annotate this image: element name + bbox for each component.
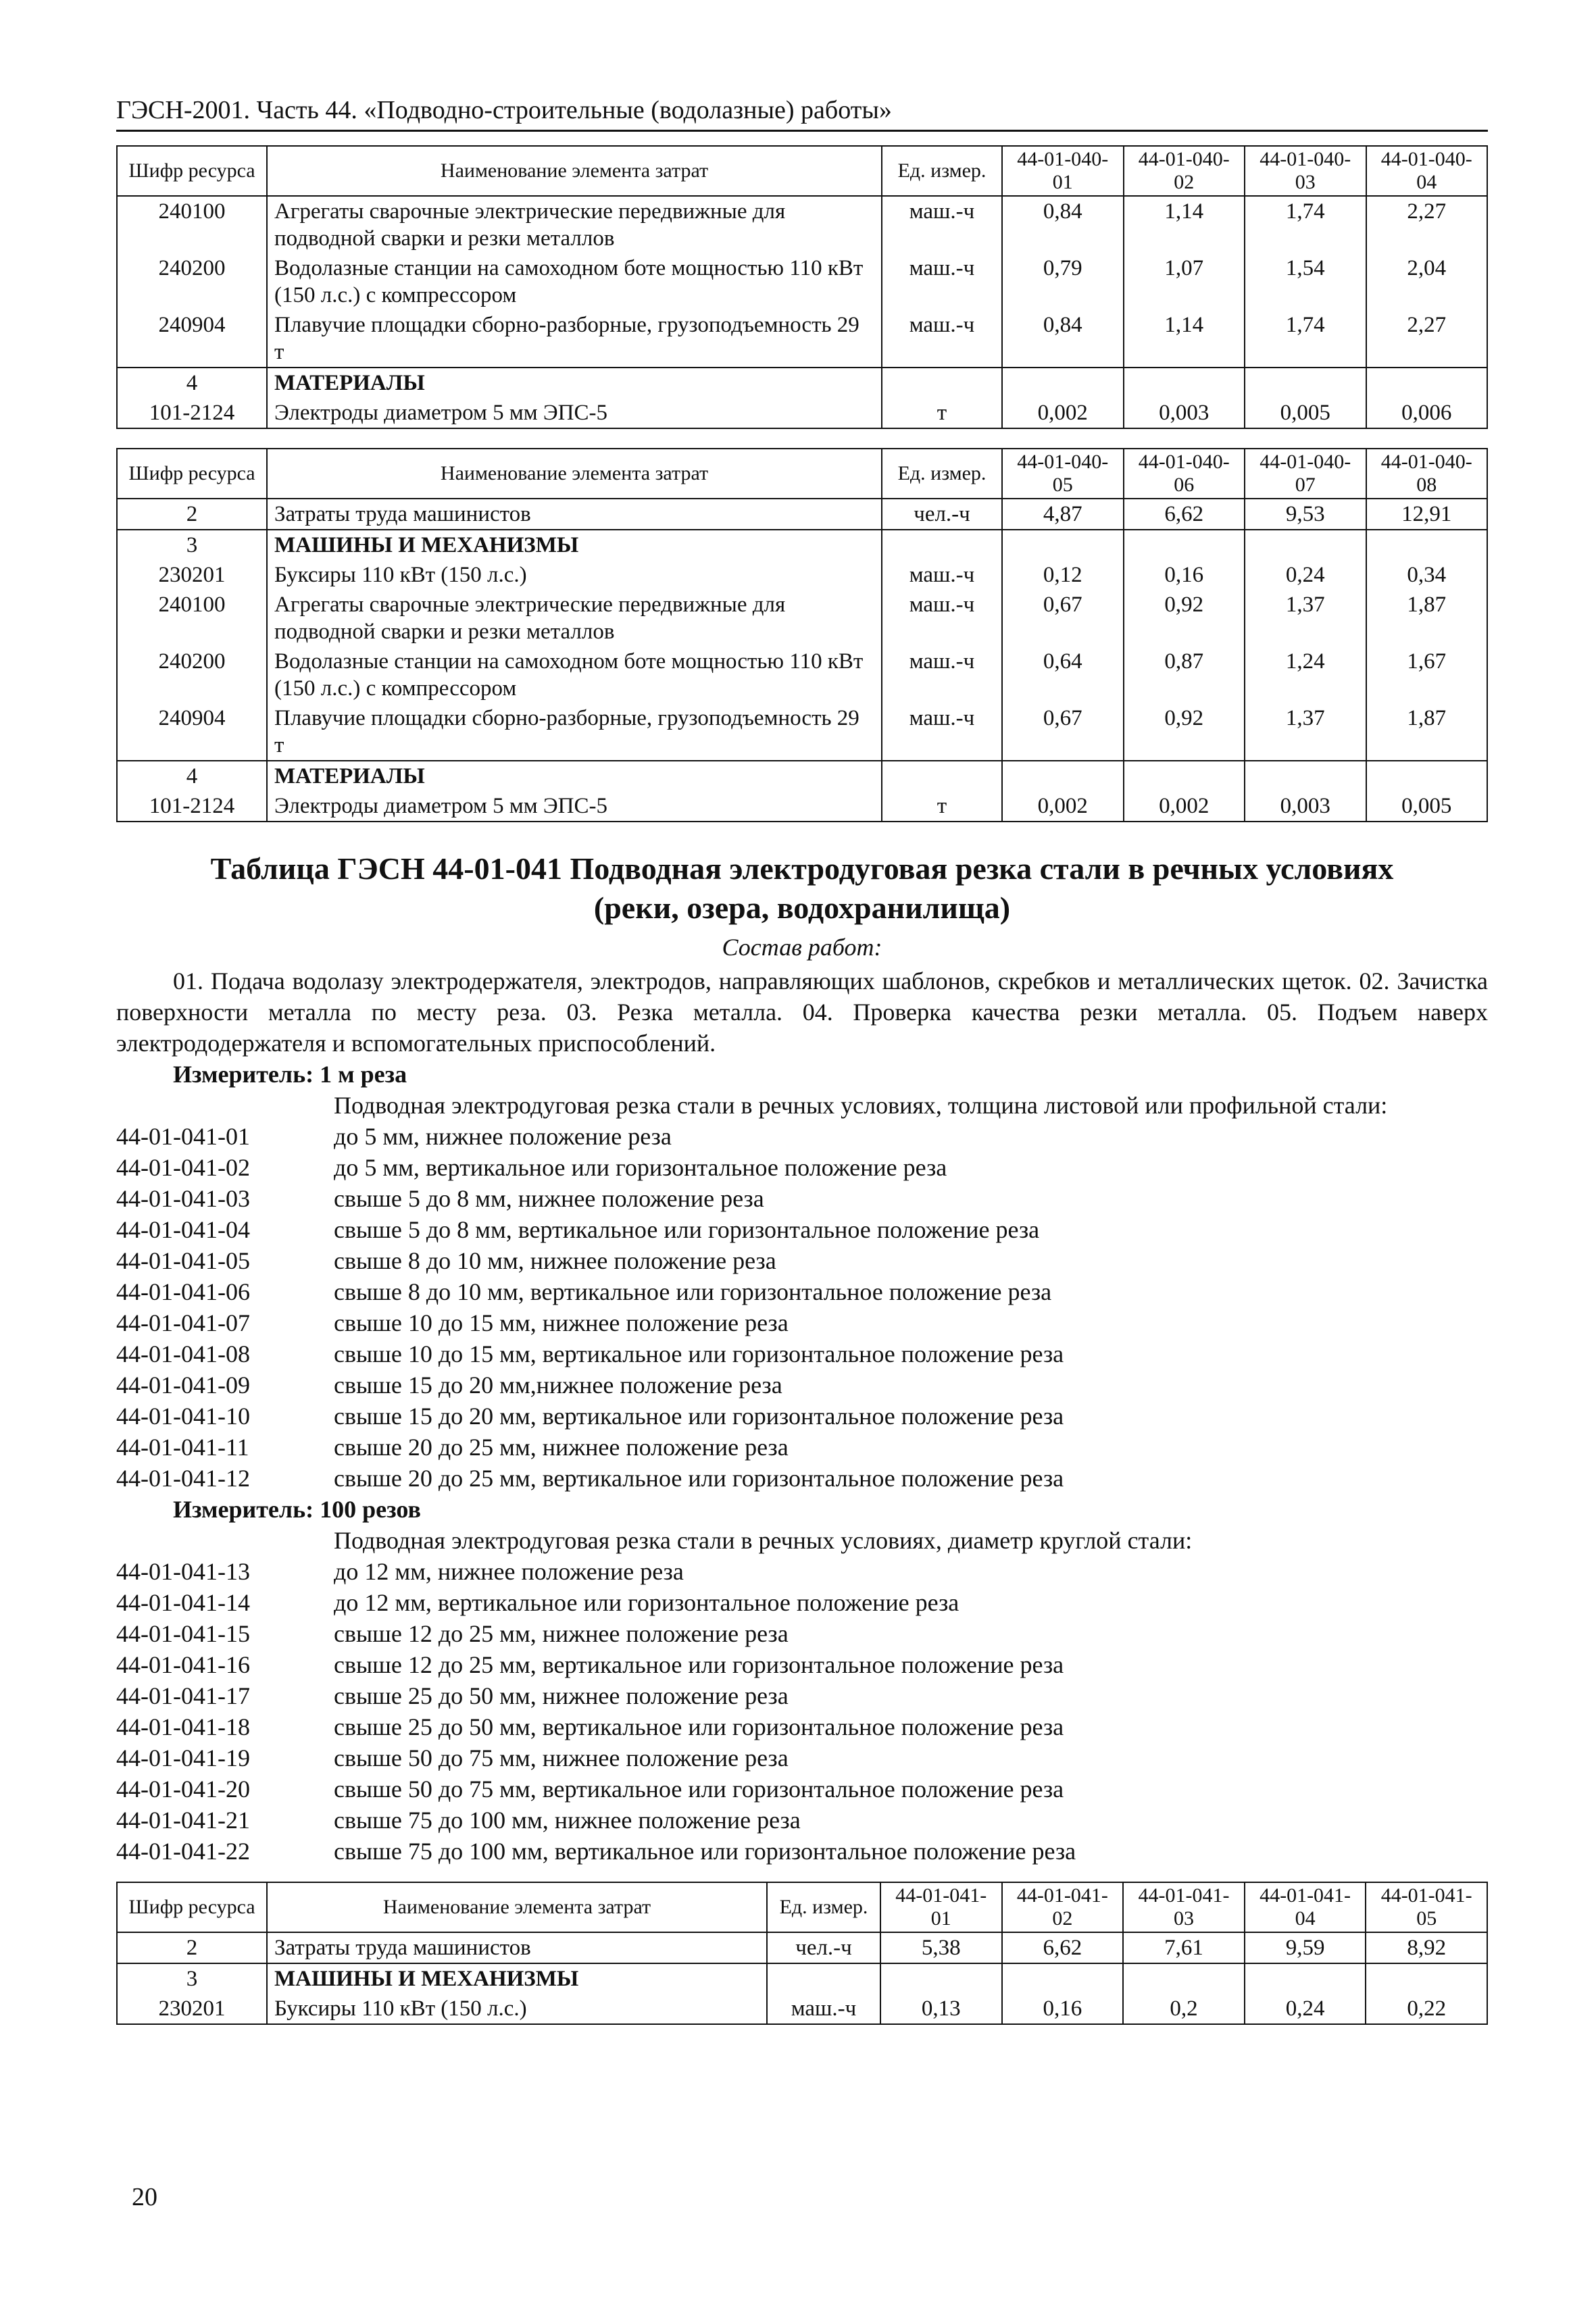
list-item [116, 1214, 1488, 1245]
norm-code: 44-01-041-02 [116, 1154, 250, 1181]
norm-value: 1,67 [1366, 647, 1488, 703]
norm-description: до 5 мм, нижнее положение реза [334, 1123, 672, 1150]
header-code: Шифр ресурса [117, 449, 267, 499]
norm-value: 1,54 [1245, 253, 1366, 310]
list-item [116, 1432, 1488, 1463]
list-item [116, 1338, 1488, 1369]
resource-unit [767, 1963, 880, 1994]
header-unit: Ед. измер. [882, 146, 1002, 196]
header-code: Шифр ресурса [117, 1882, 267, 1932]
table-row [117, 703, 1487, 761]
table-row [117, 791, 1487, 822]
norm-description: свыше 20 до 25 мм, вертикальное или горизонтальное положение реза [334, 1465, 1064, 1492]
list-item [116, 1463, 1488, 1494]
table-title-line: (реки, озера, водохранилища) [593, 890, 1011, 925]
table-row [117, 398, 1487, 428]
resource-name: Плавучие площадки сборно-разборные, грузоподъемность 29 т [267, 310, 882, 368]
norm-code: 44-01-041-18 [116, 1713, 250, 1740]
norm-value [1245, 1963, 1366, 1994]
norm-value: 1,87 [1366, 703, 1488, 761]
norm-value: 0,84 [1002, 310, 1124, 368]
header-col: 44-01-041-04 [1245, 1882, 1366, 1932]
header-col: 44-01-040-03 [1245, 146, 1366, 196]
table-row [117, 1994, 1487, 2024]
section-name: МАТЕРИАЛЫ [267, 368, 882, 398]
norm-description: свыше 25 до 50 мм, нижнее положение реза [334, 1682, 789, 1709]
resource-unit: маш.-ч [882, 647, 1002, 703]
norm-value: 4,87 [1002, 499, 1124, 530]
header-col: 44-01-041-05 [1366, 1882, 1487, 1932]
norm-value: 2,27 [1366, 310, 1488, 368]
norm-description: свыше 12 до 25 мм, нижнее положение реза [334, 1620, 789, 1647]
norm-code: 44-01-041-13 [116, 1558, 250, 1585]
norm-code: 44-01-041-22 [116, 1838, 250, 1865]
document-page [116, 95, 1488, 2025]
measure-unit: Измеритель: 100 резов [173, 1496, 421, 1523]
work-composition: 01. Подача водолазу электродержателя, электродов, направляющих шаблонов, скребков и металлических щеток. 02. Зачистка поверхности металла по месту реза. 03. Резка металла. 04. Проверка качества резки металла. 05. Подъем наверх электрододержателя и вспомогательных приспособлений. [116, 967, 1488, 1057]
list-item [116, 1276, 1488, 1307]
resource-name: Водолазные станции на самоходном боте мощностью 110 кВт (150 л.с.) с компрессором [267, 647, 882, 703]
norm-value: 6,62 [1002, 1932, 1124, 1963]
list-item [116, 1587, 1488, 1618]
list-item [116, 1649, 1488, 1680]
header-name: Наименование элемента затрат [267, 1882, 767, 1932]
norm-value: 0,005 [1366, 791, 1488, 822]
norm-description: свыше 25 до 50 мм, вертикальное или горизонтальное положение реза [334, 1713, 1064, 1740]
resource-unit: т [882, 791, 1002, 822]
norm-value: 7,61 [1123, 1932, 1245, 1963]
norm-value: 9,53 [1245, 499, 1366, 530]
resource-table-040-01-04 [116, 145, 1488, 429]
norm-value: 1,87 [1366, 590, 1488, 647]
norm-value: 0,002 [1002, 398, 1124, 428]
list-item [116, 1805, 1488, 1836]
resource-unit: чел.-ч [882, 499, 1002, 530]
resource-code: 240904 [117, 310, 267, 368]
running-header: ГЭСН-2001. Часть 44. «Подводно-строительные (водолазные) работы» [116, 95, 1488, 132]
norm-list [116, 1556, 1488, 1867]
norm-value: 0,92 [1124, 590, 1245, 647]
list-item [116, 1618, 1488, 1649]
norm-code: 44-01-041-21 [116, 1807, 250, 1834]
norm-description: свыше 20 до 25 мм, нижнее положение реза [334, 1434, 789, 1461]
norm-code: 44-01-041-04 [116, 1216, 250, 1243]
norm-value [1002, 530, 1124, 560]
norm-value: 0,22 [1366, 1994, 1487, 2024]
header-col: 44-01-041-03 [1123, 1882, 1245, 1932]
table-title-line: Таблица ГЭСН 44-01-041 Подводная электродуговая резка стали в речных условиях [210, 851, 1394, 886]
list-item [116, 1401, 1488, 1432]
norm-value: 0,002 [1002, 791, 1124, 822]
norm-code: 44-01-041-11 [116, 1434, 249, 1461]
resource-code: 240100 [117, 590, 267, 647]
norm-description: свыше 8 до 10 мм, вертикальное или горизонтальное положение реза [334, 1278, 1052, 1305]
norm-value [1002, 1963, 1124, 1994]
norm-code: 44-01-041-14 [116, 1589, 250, 1616]
norm-value: 1,14 [1124, 310, 1245, 368]
resource-code: 2 [117, 499, 267, 530]
header-col: 44-01-040-05 [1002, 449, 1124, 499]
norm-description: свыше 75 до 100 мм, нижнее положение реза [334, 1807, 801, 1834]
table-row [117, 560, 1487, 590]
norm-value [1245, 530, 1366, 560]
norm-description: свыше 75 до 100 мм, вертикальное или горизонтальное положение реза [334, 1838, 1076, 1865]
norm-description: свыше 12 до 25 мм, вертикальное или горизонтальное положение реза [334, 1651, 1064, 1678]
header-unit: Ед. измер. [767, 1882, 880, 1932]
table-row [117, 1932, 1487, 1963]
norm-value [1366, 1963, 1487, 1994]
resource-unit: маш.-ч [882, 703, 1002, 761]
resource-code: 4 [117, 761, 267, 791]
norm-description: свыше 15 до 20 мм,нижнее положение реза [334, 1372, 782, 1399]
table-row [117, 499, 1487, 530]
resource-code: 240100 [117, 196, 267, 253]
table-row [117, 1963, 1487, 1994]
resource-name: Электроды диаметром 5 мм ЭПС-5 [267, 791, 882, 822]
list-item [116, 1245, 1488, 1276]
norm-value [1124, 530, 1245, 560]
list-item [116, 1742, 1488, 1774]
resource-code: 2 [117, 1932, 267, 1963]
resource-unit: маш.-ч [882, 310, 1002, 368]
norm-code: 44-01-041-10 [116, 1403, 250, 1430]
list-item [116, 1711, 1488, 1742]
header-name: Наименование элемента затрат [267, 146, 882, 196]
list-item [116, 1121, 1488, 1152]
list-item [116, 1369, 1488, 1401]
norm-value: 0,24 [1245, 1994, 1366, 2024]
page-number: 20 [132, 2183, 157, 2211]
norm-value: 1,37 [1245, 703, 1366, 761]
resource-code: 240200 [117, 253, 267, 310]
resource-unit [882, 530, 1002, 560]
norm-description: свыше 50 до 75 мм, вертикальное или горизонтальное положение реза [334, 1776, 1064, 1803]
norm-value [1245, 761, 1366, 791]
resource-code: 4 [117, 368, 267, 398]
list-item [116, 1307, 1488, 1338]
resource-unit: чел.-ч [767, 1932, 880, 1963]
resource-code: 3 [117, 1963, 267, 1994]
resource-unit [882, 761, 1002, 791]
norm-value [1124, 761, 1245, 791]
norm-value: 0,92 [1124, 703, 1245, 761]
norm-description: до 5 мм, вертикальное или горизонтальное положение реза [334, 1154, 947, 1181]
norm-value [1123, 1963, 1245, 1994]
resource-table-041-01-05 [116, 1882, 1488, 2025]
norm-value: 0,006 [1366, 398, 1488, 428]
resource-code: 240904 [117, 703, 267, 761]
resource-unit: маш.-ч [767, 1994, 880, 2024]
table-header-row [117, 449, 1487, 499]
norm-value: 0,16 [1124, 560, 1245, 590]
table-row [117, 253, 1487, 310]
norm-value: 0,64 [1002, 647, 1124, 703]
norm-value [1002, 368, 1124, 398]
norm-value: 1,74 [1245, 310, 1366, 368]
resource-unit: маш.-ч [882, 196, 1002, 253]
norm-code: 44-01-041-12 [116, 1465, 250, 1492]
resource-name: Затраты труда машинистов [267, 499, 882, 530]
table-row [117, 196, 1487, 253]
resource-name: Плавучие площадки сборно-разборные, грузоподъемность 29 т [267, 703, 882, 761]
norm-value [1124, 368, 1245, 398]
header-col: 44-01-040-01 [1002, 146, 1124, 196]
header-col: 44-01-040-04 [1366, 146, 1488, 196]
composition-label: Состав работ: [722, 934, 882, 961]
resource-code: 240200 [117, 647, 267, 703]
norm-description: до 12 мм, нижнее положение реза [334, 1558, 684, 1585]
norm-value: 1,07 [1124, 253, 1245, 310]
header-col: 44-01-040-08 [1366, 449, 1488, 499]
header-col: 44-01-040-02 [1124, 146, 1245, 196]
header-code: Шифр ресурса [117, 146, 267, 196]
section-name: МАШИНЫ И МЕХАНИЗМЫ [267, 530, 882, 560]
norm-value [1366, 368, 1488, 398]
list-item [116, 1836, 1488, 1867]
resource-unit: т [882, 398, 1002, 428]
norm-description: свыше 10 до 15 мм, вертикальное или горизонтальное положение реза [334, 1340, 1064, 1367]
norm-value: 1,14 [1124, 196, 1245, 253]
norm-code: 44-01-041-09 [116, 1372, 250, 1399]
resource-table-040-05-08 [116, 448, 1488, 822]
norm-description: свыше 5 до 8 мм, вертикальное или горизонтальное положение реза [334, 1216, 1040, 1243]
norm-value: 0,005 [1245, 398, 1366, 428]
resource-code: 230201 [117, 560, 267, 590]
header-col: 44-01-040-07 [1245, 449, 1366, 499]
norm-code: 44-01-041-08 [116, 1340, 250, 1367]
group-intro: Подводная электродуговая резка стали в речных условиях, диаметр круглой стали: [334, 1527, 1193, 1554]
table-title [116, 849, 1488, 928]
norm-value: 0,24 [1245, 560, 1366, 590]
header-name: Наименование элемента затрат [267, 449, 882, 499]
norm-value: 0,67 [1002, 590, 1124, 647]
norm-value: 1,37 [1245, 590, 1366, 647]
table-row [117, 310, 1487, 368]
norm-value [880, 1963, 1002, 1994]
resource-name: Электроды диаметром 5 мм ЭПС-5 [267, 398, 882, 428]
norm-code: 44-01-041-07 [116, 1309, 250, 1336]
norm-value: 0,79 [1002, 253, 1124, 310]
norm-description: свыше 8 до 10 мм, нижнее положение реза [334, 1247, 776, 1274]
resource-unit: маш.-ч [882, 560, 1002, 590]
norm-description: свыше 5 до 8 мм, нижнее положение реза [334, 1185, 764, 1212]
resource-code: 3 [117, 530, 267, 560]
norm-code: 44-01-041-15 [116, 1620, 250, 1647]
norm-value: 6,62 [1124, 499, 1245, 530]
norm-description: свыше 15 до 20 мм, вертикальное или горизонтальное положение реза [334, 1403, 1064, 1430]
list-item [116, 1680, 1488, 1711]
resource-unit: маш.-ч [882, 253, 1002, 310]
table-row [117, 590, 1487, 647]
norm-value: 9,59 [1245, 1932, 1366, 1963]
resource-unit: маш.-ч [882, 590, 1002, 647]
header-col: 44-01-040-06 [1124, 449, 1245, 499]
norm-description: свыше 10 до 15 мм, нижнее положение реза [334, 1309, 789, 1336]
resource-code: 230201 [117, 1994, 267, 2024]
table-row [117, 368, 1487, 398]
norm-value [1366, 761, 1488, 791]
resource-code: 101-2124 [117, 791, 267, 822]
norm-value: 0,16 [1002, 1994, 1124, 2024]
table-header-row [117, 1882, 1487, 1932]
norm-description: до 12 мм, вертикальное или горизонтальное положение реза [334, 1589, 959, 1616]
norm-code: 44-01-041-19 [116, 1744, 250, 1771]
header-unit: Ед. измер. [882, 449, 1002, 499]
resource-code: 101-2124 [117, 398, 267, 428]
norm-value: 2,04 [1366, 253, 1488, 310]
list-item [116, 1556, 1488, 1587]
norm-value: 0,84 [1002, 196, 1124, 253]
header-col: 44-01-041-02 [1002, 1882, 1124, 1932]
resource-name: Агрегаты сварочные электрические передвижные для подводной сварки и резки металлов [267, 196, 882, 253]
norm-value: 2,27 [1366, 196, 1488, 253]
norm-value: 0,003 [1124, 398, 1245, 428]
norm-value: 0,67 [1002, 703, 1124, 761]
group-intro: Подводная электродуговая резка стали в речных условиях, толщина листовой или профильной стали: [334, 1092, 1388, 1119]
norm-value [1366, 530, 1488, 560]
norm-value: 0,12 [1002, 560, 1124, 590]
resource-name: Буксиры 110 кВт (150 л.с.) [267, 560, 882, 590]
resource-unit [882, 368, 1002, 398]
table-header-row [117, 146, 1487, 196]
norm-code: 44-01-041-05 [116, 1247, 250, 1274]
header-col: 44-01-041-01 [880, 1882, 1002, 1932]
norm-value: 5,38 [880, 1932, 1002, 1963]
norm-value: 1,74 [1245, 196, 1366, 253]
norm-code: 44-01-041-17 [116, 1682, 250, 1709]
norm-value: 12,91 [1366, 499, 1488, 530]
norm-value: 0,002 [1124, 791, 1245, 822]
list-item [116, 1183, 1488, 1214]
section-name: МАТЕРИАЛЫ [267, 761, 882, 791]
resource-name: Затраты труда машинистов [267, 1932, 767, 1963]
list-item [116, 1152, 1488, 1183]
resource-name: Агрегаты сварочные электрические передвижные для подводной сварки и резки металлов [267, 590, 882, 647]
list-item [116, 1774, 1488, 1805]
norm-code: 44-01-041-03 [116, 1185, 250, 1212]
section-name: МАШИНЫ И МЕХАНИЗМЫ [267, 1963, 767, 1994]
norm-value: 0,87 [1124, 647, 1245, 703]
norm-list [116, 1121, 1488, 1494]
resource-name: Буксиры 110 кВт (150 л.с.) [267, 1994, 767, 2024]
norm-value: 1,24 [1245, 647, 1366, 703]
table-row [117, 530, 1487, 560]
table-row [117, 761, 1487, 791]
norm-code: 44-01-041-01 [116, 1123, 250, 1150]
table-row [117, 647, 1487, 703]
norm-value: 0,003 [1245, 791, 1366, 822]
norm-value [1245, 368, 1366, 398]
norm-code: 44-01-041-06 [116, 1278, 250, 1305]
norm-value: 0,2 [1123, 1994, 1245, 2024]
norm-code: 44-01-041-16 [116, 1651, 250, 1678]
norm-value [1002, 761, 1124, 791]
norm-code: 44-01-041-20 [116, 1776, 250, 1803]
norm-description: свыше 50 до 75 мм, нижнее положение реза [334, 1744, 789, 1771]
norm-value: 0,13 [880, 1994, 1002, 2024]
resource-name: Водолазные станции на самоходном боте мощностью 110 кВт (150 л.с.) с компрессором [267, 253, 882, 310]
norm-value: 0,34 [1366, 560, 1488, 590]
measure-unit: Измеритель: 1 м реза [173, 1061, 407, 1088]
norm-value: 8,92 [1366, 1932, 1487, 1963]
